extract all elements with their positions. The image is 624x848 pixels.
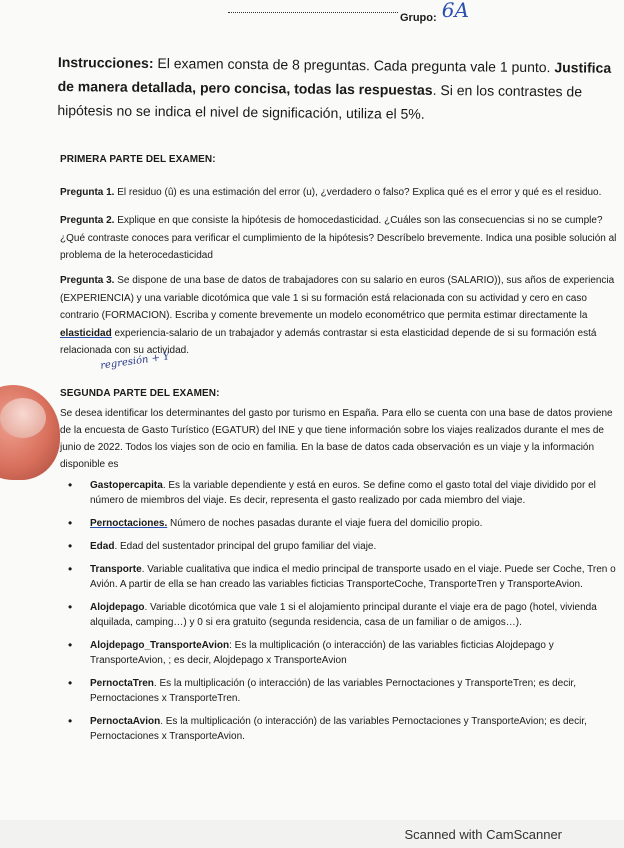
variable-item [60,714,620,744]
part2-title: SEGUNDA PARTE DEL EXAMEN: [60,388,220,399]
bullet-icon: • [68,478,73,492]
variable-item [60,478,620,508]
bullet-icon: • [68,516,73,530]
variable-desc: . Edad del sustentador principal del grupo familiar del viaje. [114,541,377,552]
variable-list [60,478,620,752]
variable-name: Gastopercapita [90,480,163,491]
grupo-label: Grupo: [400,12,437,24]
handwritten-note: regresión + Y [99,351,171,372]
part1-title: PRIMERA PARTE DEL EXAMEN: [60,154,216,165]
instructions-text-2: . Si en los contrastes de hipótesis no se indica el nivel de significación, utiliza el 5%. [57,81,583,122]
bullet-icon: • [68,676,73,690]
fingernail [0,398,46,438]
part2-intro: Se desea identificar los determinantes del gasto por turismo en España. Para ello se cuenta con una base de datos proviene de la encuesta de Gasto Turístico (EGATUR) del INE y que tiene información sobre los viajes realizados durante el mes de junio de 2022. Todos los viajes son de ocio en familia. En la base de datos cada observación es un viaje y la información disponible es [60,408,613,470]
bullet-icon: • [68,562,73,576]
variable-name: Edad [90,541,115,552]
q1-text: El residuo (û) es una estimación del error (u), ¿verdadero o falso? Explica qué es el error y qué es el residuo. [114,187,602,198]
variable-desc: . Variable cualitativa que indica el medio principal de transporte usado en el viaje. Puede ser Coche, Tren o Avión. A partir de ella se han creado las variables ficticias TransporteCoche, TransporteTren y TransporteAvion. [90,564,616,590]
q3-text-a: Se dispone de una base de datos de trabajadores con su salario en euros (SALARIO)), sus años de experiencia (EXPERIENCIA) y una variable dicotómica que vale 1 si su formación está relacionada con su actividad y cero en caso contrario (FORMACION). Escriba y comente brevemente un modelo econométrico que permita estimar directamente la [60,275,615,321]
q3-text-b: experiencia-salario de un trabajador y además contrastar si esta elasticidad depende de si su formación está relacionada con su actividad. [60,327,597,356]
variable-desc: . Es la variable dependiente y está en euros. Se define como el gasto total del viaje dividido por el número de miembros del viaje. Es decir, representa el gasto realizado por cada miembro del viaje. [90,480,596,506]
grupo-value: 6A [441,0,469,22]
variable-item [60,539,620,554]
variable-item [60,600,620,630]
bullet-icon: • [68,714,73,728]
variable-name: PernoctaAvion [90,716,161,727]
variable-desc: : Es la multiplicación (o interacción) de las variables ficticias Alojdepago y TransporteAvion, ; es decir, Alojdepago x TransporteAvion [90,640,554,666]
dotted-line [228,4,398,13]
q3-highlight: elasticidad [60,327,112,339]
variable-name: Transporte [90,564,142,575]
bullet-icon: • [68,638,73,652]
bullet-icon: • [68,539,73,553]
variable-desc: . Es la multiplicación (o interacción) de las variables Pernoctaciones y TransporteAvion; es decir, Pernoctaciones x TransporteAvion. [90,716,587,742]
variable-item [60,562,620,592]
variable-name: PernoctaTren [90,678,154,689]
question-3 [60,272,620,360]
variable-name: Pernoctaciones. [90,518,168,529]
q1-label: Pregunta 1. [60,187,115,198]
grupo-field [400,2,467,26]
question-1 [60,184,620,202]
variable-item [60,638,620,668]
variable-name: Alojdepago [90,602,145,613]
variable-item [60,516,620,531]
scanner-watermark: Scanned with CamScanner [404,827,562,842]
variable-desc: Número de noches pasadas durante el viaje fuera del domicilio propio. [167,518,483,529]
variable-desc: . Variable dicotómica que vale 1 si el alojamiento principal durante el viaje era de pago (hotel, vivienda alquilada, camping…) y 0 si era gratuito (segunda residencia, casa de un familiar o de amigos…). [90,602,597,628]
variable-desc: . Es la multiplicación (o interacción) de las variables Pernoctaciones y TransporteTren; es decir, Pernoctaciones x TransporteTren. [90,678,576,704]
question-2 [60,212,620,265]
variable-name: Alojdepago_TransporteAvion [90,640,230,651]
variable-item [60,676,620,706]
q2-text: Explique en que consiste la hipótesis de homocedasticidad. ¿Cuáles son las consecuencias si no se cumple? ¿Qué contraste conoces para verificar el cumplimiento de la hipótesis? Descríbelo brevemente. Indica una posible solución al problema de la heterocedasticidad [60,215,617,261]
q2-label: Pregunta 2. [60,215,115,226]
instructions-bold: Justifica de manera detallada, pero concisa, todas las respuestas [57,59,612,98]
instructions-text-1: El examen consta de 8 preguntas. Cada pregunta vale 1 punto. [153,55,555,76]
instructions [57,50,618,128]
bullet-icon: • [68,600,73,614]
instructions-label: Instrucciones: [57,53,154,72]
q3-label: Pregunta 3. [60,275,115,286]
